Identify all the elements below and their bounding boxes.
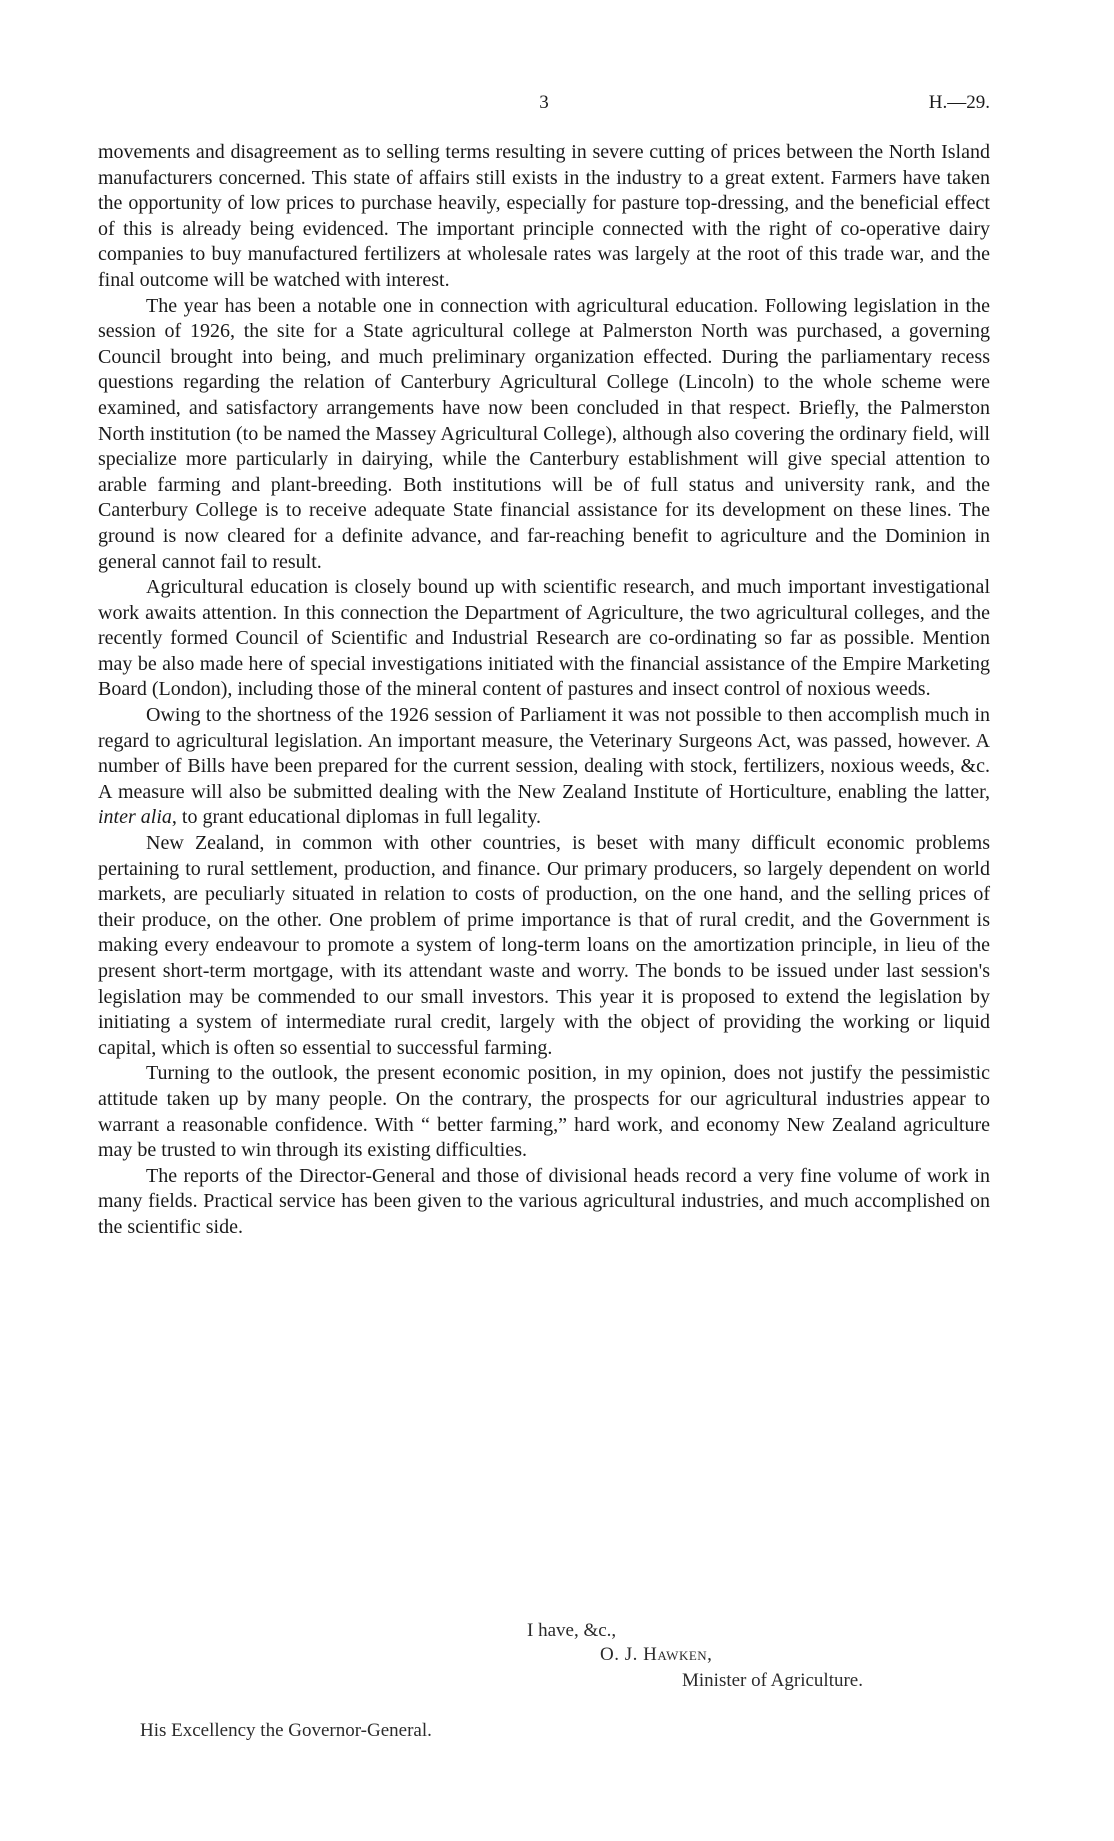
latin-phrase: inter alia bbox=[98, 806, 172, 829]
report-body bbox=[98, 140, 990, 1241]
paragraph-fertilizer-trade: movements and disagreement as to selling terms resulting in severe cutting of prices between the North Island manufacturers concerned. This state of affairs still exists in the industry to a great extent. Farmers have taken the opportunity of low prices to purchase heavily, especially for pasture top-dressing, and the beneficial effect of this is already being evidenced. The important principle connected with the right of co-operative dairy companies to buy manufactured fertilizers at wholesale rates was largely at the root of this trade war, and the final outcome will be watched with interest. bbox=[98, 141, 990, 291]
paragraph-legislation: Owing to the shortness of the 1926 session of Parliament it was not possible to then accomplish much in regard to agricultural legislation. An important measure, the Veterinary Surgeons Act, was passed, however. A number of Bills have been prepared for the current session, dealing with stock, fertilizers, noxious weeds, &c. A measure will also be submitted dealing with the New Zealand Institute of Horticulture, enabling the latter, inter alia, to grant educational diplomas in full legality. bbox=[98, 704, 990, 829]
closing-formula: I have, &c., bbox=[527, 1620, 617, 1641]
signatory-title: Minister of Agriculture. bbox=[682, 1670, 863, 1691]
paragraph-scientific-research: Agricultural education is closely bound up with scientific research, and much important investigational work awaits attention. In this connection the Department of Agriculture, the two agricultural colleges, and the recently formed Council of Scientific and Industrial Research are co-ordinating so far as possible. Mention may be also made here of special investigations initiated with the financial assistance of the Empire Marketing Board (London), including those of the mineral content of pastures and insect control of noxious weeds. bbox=[98, 576, 990, 701]
paragraph-rural-credit: New Zealand, in common with other countries, is beset with many difficult economic problems pertaining to rural settlement, production, and finance. Our primary producers, so largely dependent on world markets, are peculiarly situated in relation to costs of production, on the one hand, and the selling prices of their produce, on the other. One problem of prime importance is that of rural credit, and the Government is making every endeavour to promote a system of long-term loans on the amortization principle, in lieu of the present short-term mortgage, with its attendant waste and worry. The bonds to be issued under last session's legislation may be commended to our small investors. This year it is proposed to extend the legislation by initiating a system of intermediate rural credit, largely with the object of providing the working or liquid capital, which is often so essential to successful farming. bbox=[98, 832, 990, 1059]
signatory-name: O. J. Hawken, bbox=[600, 1644, 713, 1665]
addressee: His Excellency the Governor-General. bbox=[140, 1720, 432, 1741]
paragraph-agricultural-education: The year has been a notable one in connection with agricultural education. Following legislation in the session of 1926, the site for a State agricultural college at Palmerston North was purchased, a governing Council brought into being, and much preliminary organization effected. During the parliamentary recess questions regarding the relation of Canterbury Agricultural College (Lincoln) to the whole scheme were examined, and satisfactory arrangements have now been concluded in that respect. Briefly, the Palmerston North institution (to be named the Massey Agricultural College), although also covering the ordinary field, will specialize more particularly in dairying, while the Canterbury establishment will give special attention to arable farming and plant-breeding. Both institutions will be of full status and university rank, and the Canterbury College is to receive adequate State financial assistance for its development on these lines. The ground is now cleared for a definite advance, and far-reaching benefit to agriculture and the Dominion in general cannot fail to result. bbox=[98, 294, 990, 573]
document-reference: H.—29. bbox=[928, 92, 990, 113]
page-header bbox=[98, 92, 990, 120]
paragraph-reports: The reports of the Director-General and those of divisional heads record a very fine volume of work in many fields. Practical service has been given to the various agricultural industries, and much accomplished on the scientific side. bbox=[98, 1164, 990, 1238]
paragraph-outlook: Turning to the outlook, the present economic position, in my opinion, does not justify the pessimistic attitude taken up by many people. On the contrary, the prospects for our agricultural industries appear to warrant a reasonable confidence. With “ better farming,” hard work, and economy New Zealand agriculture may be trusted to win through its existing difficulties. bbox=[98, 1062, 990, 1162]
page-number: 3 bbox=[539, 92, 549, 113]
